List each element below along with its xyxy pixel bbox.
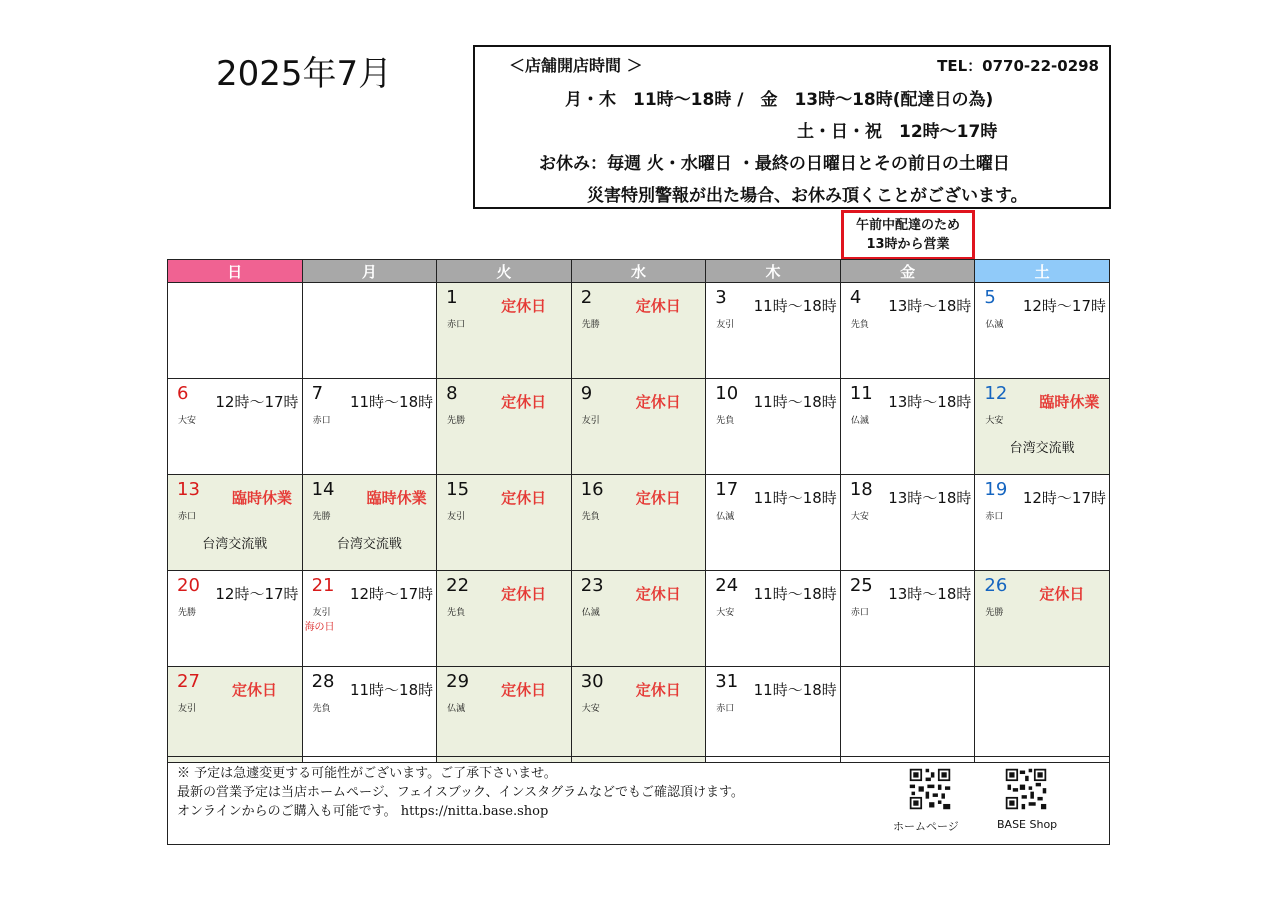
calendar-day-cell[interactable] [571, 667, 706, 763]
calendar-day-cell[interactable] [706, 667, 841, 763]
day-number: 31 [715, 671, 739, 692]
calendar-day-cell[interactable] [571, 379, 706, 475]
weekday-header-mon: 月 [302, 260, 437, 283]
day-number: 17 [715, 479, 739, 500]
weekday-header-sun: 日 [168, 260, 303, 283]
calendar-body [168, 283, 1110, 763]
rokuyo-label: 先負 [581, 512, 600, 522]
rokuyo-label: 友引 [447, 512, 466, 522]
calendar-day-cell[interactable] [840, 283, 975, 379]
day-number: 25 [849, 575, 873, 596]
rokuyo-label: 仏滅 [581, 608, 600, 618]
opening-hours: 13時〜18時 [888, 489, 972, 507]
footer-line-2: 最新の営業予定は当店ホームページ、フェイスブック、インスタグラムなどでもご確認頂けます。 [177, 785, 744, 800]
calendar-day-cell[interactable] [975, 475, 1110, 571]
opening-hours: 11時〜18時 [349, 681, 434, 699]
calendar-day-cell[interactable] [571, 283, 706, 379]
closed-status: 定休日 [501, 393, 547, 411]
opening-hours: 11時〜18時 [753, 393, 837, 411]
rokuyo-label: 赤口 [985, 512, 1004, 522]
weekday-header-row [168, 260, 1110, 283]
calendar-day-cell[interactable] [302, 667, 437, 763]
closed-days-line: お休み：毎週 火・水曜日 ・最終の日曜日とその前日の土曜日 [539, 154, 1010, 174]
day-number: 12 [984, 383, 1008, 404]
calendar-day-cell[interactable] [437, 283, 572, 379]
opening-hours: 11時〜18時 [349, 393, 434, 411]
closed-status: 定休日 [1039, 585, 1085, 603]
rokuyo-label: 先勝 [581, 320, 600, 330]
closed-status: 定休日 [635, 585, 681, 603]
day-number: 14 [311, 479, 335, 500]
closed-status: 定休日 [635, 489, 681, 507]
closed-status: 定休日 [501, 297, 547, 315]
rokuyo-label: 赤口 [850, 608, 869, 618]
calendar-empty-cell [302, 283, 437, 379]
closed-status: 臨時休業 [232, 489, 293, 507]
store-phone-number: TEL：0770-22-0298 [937, 57, 1099, 75]
day-number: 1 [446, 287, 458, 308]
rokuyo-label: 友引 [312, 608, 331, 618]
rokuyo-label: 先勝 [178, 608, 197, 618]
day-number: 5 [984, 287, 996, 308]
calendar-empty-cell [840, 667, 975, 763]
day-number: 29 [446, 671, 470, 692]
base-shop-qr-label: BASE Shop [997, 818, 1058, 831]
day-number: 8 [446, 383, 458, 404]
calendar-day-cell[interactable] [168, 379, 303, 475]
calendar-empty-cell [975, 667, 1110, 763]
opening-hours: 12時〜17時 [215, 585, 299, 603]
friday-delivery-callout [841, 210, 975, 260]
calendar-day-cell[interactable] [302, 475, 437, 571]
opening-hours: 13時〜18時 [888, 393, 972, 411]
event-note: 台湾交流戦 [1009, 441, 1075, 456]
day-number: 4 [849, 287, 862, 308]
rokuyo-label: 先負 [850, 320, 869, 330]
store-hours-box [473, 45, 1111, 209]
day-number: 18 [849, 479, 873, 500]
closed-status: 定休日 [635, 681, 681, 699]
base-shop-qr-code-icon[interactable] [1002, 767, 1050, 811]
calendar-day-cell[interactable] [706, 379, 841, 475]
opening-hours: 11時〜18時 [753, 681, 837, 699]
opening-hours: 12時〜17時 [349, 585, 434, 603]
calendar-day-cell[interactable] [437, 571, 572, 667]
rokuyo-label: 赤口 [312, 416, 331, 426]
calendar-week-row [168, 667, 1110, 763]
day-number: 3 [715, 287, 727, 308]
day-number: 2 [580, 287, 593, 308]
rokuyo-label: 大安 [985, 416, 1004, 426]
day-number: 19 [984, 479, 1008, 500]
opening-hours: 12時〜17時 [1022, 489, 1106, 507]
rokuyo-label: 仏滅 [716, 512, 735, 522]
day-number: 27 [177, 671, 200, 692]
calendar-day-cell[interactable] [840, 571, 975, 667]
closed-status: 定休日 [635, 297, 681, 315]
day-number: 9 [580, 383, 593, 404]
day-number: 28 [311, 671, 335, 692]
rokuyo-label: 大安 [850, 512, 869, 522]
opening-hours: 12時〜17時 [215, 393, 299, 411]
day-number: 16 [580, 479, 604, 500]
footer-line-3: オンラインからのご購入も可能です。 https://nitta.base.shop [177, 804, 549, 819]
day-number: 23 [580, 575, 604, 596]
day-number: 26 [984, 575, 1008, 596]
rokuyo-label: 先負 [312, 704, 331, 714]
calendar-week-row [168, 475, 1110, 571]
calendar-grid [167, 259, 1110, 763]
rokuyo-label: 先負 [716, 416, 735, 426]
weekday-header-thu: 木 [706, 260, 841, 283]
rokuyo-label: 先勝 [447, 416, 466, 426]
day-number: 22 [446, 575, 470, 596]
calendar-week-row [168, 379, 1110, 475]
rokuyo-label: 大安 [178, 416, 197, 426]
callout-line-1: 午前中配達のため [855, 218, 960, 233]
callout-line-2: 13時から営業 [866, 237, 950, 252]
store-hours-heading: ＜店舗開店時間 ＞ [509, 56, 643, 75]
opening-hours: 13時〜18時 [888, 297, 972, 315]
day-number: 21 [311, 575, 335, 596]
rokuyo-label: 大安 [716, 608, 735, 618]
footer-line-1: ※ 予定は急遽変更する可能性がございます。ご了承下さいませ。 [177, 766, 557, 781]
calendar-day-cell[interactable] [706, 475, 841, 571]
day-number: 15 [446, 479, 470, 500]
calendar-day-cell[interactable] [302, 379, 437, 475]
calendar-day-cell[interactable] [302, 571, 437, 667]
day-number: 13 [177, 479, 200, 500]
closed-status: 定休日 [232, 681, 278, 699]
opening-hours: 11時〜18時 [753, 489, 837, 507]
day-number: 20 [177, 575, 200, 596]
homepage-qr-label: ホームページ [893, 820, 959, 833]
rokuyo-label: 仏滅 [985, 320, 1004, 330]
calendar-day-cell[interactable] [437, 667, 572, 763]
calendar-day-cell[interactable] [706, 571, 841, 667]
rokuyo-label: 赤口 [716, 704, 735, 714]
weekday-header-wed: 水 [571, 260, 706, 283]
calendar-day-cell[interactable] [168, 475, 303, 571]
day-number: 11 [849, 383, 873, 404]
weekday-header-fri: 金 [840, 260, 975, 283]
calendar-week-row [168, 571, 1110, 667]
calendar-day-cell[interactable] [168, 667, 303, 763]
calendar-day-cell[interactable] [840, 475, 975, 571]
day-number: 10 [715, 383, 739, 404]
rokuyo-label: 赤口 [447, 320, 466, 330]
rokuyo-label: 友引 [716, 320, 735, 330]
closed-status: 臨時休業 [366, 489, 427, 507]
closed-status: 臨時休業 [1039, 393, 1100, 411]
opening-hours: 12時〜17時 [1022, 297, 1106, 315]
homepage-qr-code-icon[interactable] [906, 767, 954, 811]
calendar-day-cell[interactable] [706, 283, 841, 379]
closed-status: 定休日 [501, 585, 547, 603]
calendar-day-cell[interactable] [975, 571, 1110, 667]
rokuyo-label: 仏滅 [447, 704, 466, 714]
event-note: 台湾交流戦 [336, 537, 402, 552]
closed-status: 定休日 [501, 681, 547, 699]
calendar-day-cell[interactable] [975, 283, 1110, 379]
weekday-header-tue: 火 [437, 260, 572, 283]
calendar-empty-cell [168, 283, 303, 379]
rokuyo-label: 仏滅 [850, 416, 869, 426]
weekend-hours-line: 土・日・祝 12時〜17時 [797, 122, 998, 142]
calendar-week-row [168, 283, 1110, 379]
rokuyo-label: 赤口 [178, 512, 197, 522]
rokuyo-label: 友引 [581, 416, 600, 426]
opening-hours: 11時〜18時 [753, 585, 837, 603]
opening-hours: 11時〜18時 [753, 297, 837, 315]
event-note: 台湾交流戦 [202, 537, 268, 552]
closed-status: 定休日 [501, 489, 547, 507]
footer-notice-box [167, 756, 1110, 845]
day-number: 24 [715, 575, 739, 596]
day-number: 6 [177, 383, 189, 404]
rokuyo-label: 大安 [581, 704, 600, 714]
rokuyo-label: 先勝 [985, 608, 1004, 618]
weekday-header-sat: 土 [975, 260, 1110, 283]
calendar-day-cell[interactable] [975, 379, 1110, 475]
calendar-day-cell[interactable] [840, 379, 975, 475]
weekday-hours-line: 月・木 11時〜18時 / 金 13時〜18時(配達日の為) [565, 90, 994, 110]
disaster-notice-line: 災害特別警報が出た場合、お休み頂くことがございます。 [587, 186, 1028, 206]
rokuyo-label: 友引 [178, 704, 197, 714]
day-number: 7 [311, 383, 324, 404]
calendar-day-cell[interactable] [437, 475, 572, 571]
calendar-day-cell[interactable] [571, 475, 706, 571]
day-number: 30 [580, 671, 604, 692]
holiday-name: 海の日 [304, 622, 335, 633]
closed-status: 定休日 [635, 393, 681, 411]
rokuyo-label: 先負 [447, 608, 466, 618]
calendar-day-cell[interactable] [571, 571, 706, 667]
calendar-day-cell[interactable] [168, 571, 303, 667]
calendar-day-cell[interactable] [437, 379, 572, 475]
calendar-month-title: 2025年7月 [216, 54, 393, 94]
opening-hours: 13時〜18時 [888, 585, 972, 603]
rokuyo-label: 先勝 [312, 512, 331, 522]
